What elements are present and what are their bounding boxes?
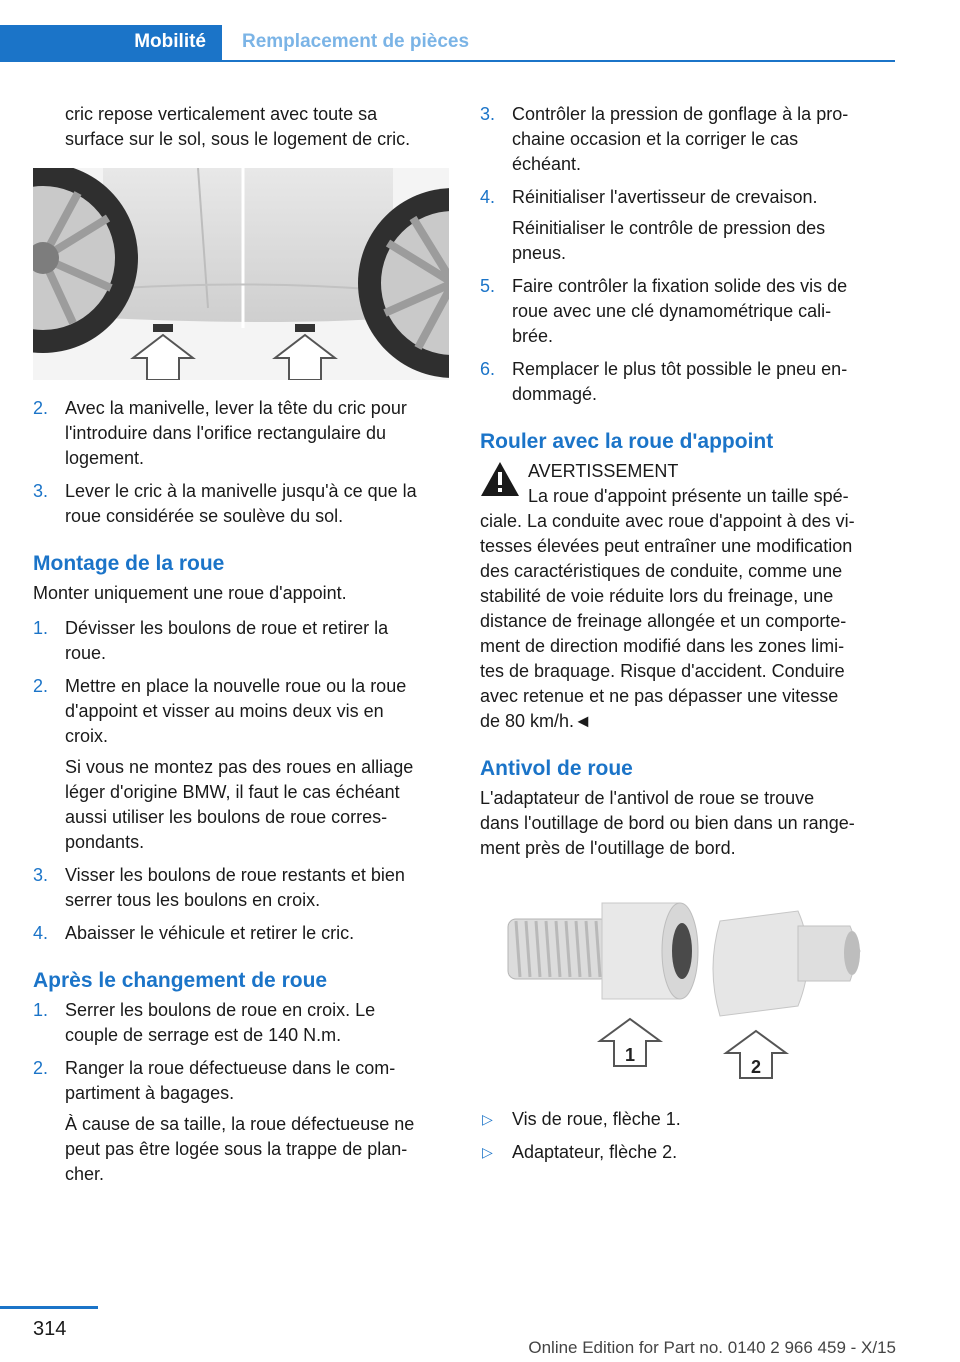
triangle-bullet-icon: ▷ xyxy=(482,1144,493,1160)
warning-text: La roue d'appoint présente un taille spé‐ ciale. La conduite avec roue d'appoint à des vi‐ tesses élevées peut entraîner une modification des caractéristiques de conduite, comme une stabilité de voie réduite lors du freinage, une distance de freinage allongée et un comporte‐ ment de direction modifié dans les zones limi‐ tes de braquage. Risque d'accident. Conduire avec retenue et ne pas dépasser une vitesse de 80 km/h.◄ xyxy=(480,486,855,731)
header-section-label: Mobilité xyxy=(134,31,206,52)
list-item: 1. Serrer les boulons de roue en croix. Le couple de serrage est de 140 N.m. xyxy=(33,1000,376,1045)
figure-label-1: 1 xyxy=(624,1045,636,1065)
section-title-apres: Après le changement de roue xyxy=(33,969,328,992)
section-title-montage: Montage de la roue xyxy=(33,552,225,575)
montage-intro: Monter uniquement une roue d'appoint. xyxy=(33,583,347,603)
jack-points-figure xyxy=(33,168,449,380)
intro-text: cric repose verticalement avec toute sa surface sur le sol, sous le logement de cric. xyxy=(65,104,411,149)
warning-block xyxy=(480,459,896,734)
steps-list-right xyxy=(480,102,896,407)
figure-label-2: 2 xyxy=(750,1057,762,1077)
bullet-list xyxy=(480,1107,896,1165)
header-section-tab[interactable] xyxy=(0,25,222,62)
list-item: 6. Remplacer le plus tôt possible le pneu en‐ dommagé. xyxy=(480,359,848,404)
triangle-bullet-icon: ▷ xyxy=(482,1111,493,1127)
list-item: 3. Lever le cric à la manivelle jusqu'à ce que la roue considérée se soulève du sol. xyxy=(33,481,417,526)
list-item: 5. Faire contrôler la fixation solide des vis de roue avec une clé dynamométrique cali‐ brée. xyxy=(480,276,848,346)
header-rule xyxy=(222,60,895,62)
header-subsection[interactable]: Remplacement de pièces xyxy=(242,31,470,52)
list-item-note: À cause de sa taille, la roue défectueuse ne peut pas être logée sous la trappe de plan‐ cher. xyxy=(65,1114,415,1184)
list-item: 4. Réinitialiser l'avertisseur de crevaison. Réinitialiser le contrôle de pression des pneus. xyxy=(480,185,896,266)
list-item: ▷ Adaptateur, flèche 2. xyxy=(480,1140,896,1165)
list-item: 2. Mettre en place la nouvelle roue ou la roue d'appoint et visser au moins deux vis en croix. Si vous ne montez pas des roues en alliage léger d'origine BMW, il faut le cas échéant aussi utiliser les boulons de roue corres‐ pondants. xyxy=(33,674,449,855)
steps-list-a xyxy=(33,396,449,529)
left-column xyxy=(33,102,449,1195)
warning-icon xyxy=(480,461,520,497)
list-item: 4. Abaisser le véhicule et retirer le cric. xyxy=(33,923,355,943)
list-item-note: Réinitialiser le contrôle de pression des pneus. xyxy=(512,218,826,263)
list-item: 3. Visser les boulons de roue restants et bien serrer tous les boulons en croix. xyxy=(33,865,405,910)
section-title-antivol: Antivol de roue xyxy=(480,757,633,780)
list-item: 2. Avec la manivelle, lever la tête du cric pour l'introduire dans l'orifice rectangulaire du logement. xyxy=(33,398,407,468)
list-item: ▷ Vis de roue, flèche 1. xyxy=(480,1107,896,1132)
steps-list-montage xyxy=(33,616,449,946)
page-number-rule xyxy=(0,1306,98,1309)
steps-list-apres xyxy=(33,998,449,1187)
page-number: 314 xyxy=(33,1318,67,1340)
right-column xyxy=(480,102,896,1173)
wheel-lock-figure xyxy=(480,881,896,1091)
footer-edition: Online Edition for Part no. 0140 2 966 459 - X/15 xyxy=(528,1338,896,1357)
list-item-note: Si vous ne montez pas des roues en alliage léger d'origine BMW, il faut le cas échéant aussi utiliser les boulons de roue corres‐ pondants. xyxy=(65,757,414,852)
antivol-text: L'adaptateur de l'antivol de roue se trouve dans l'outillage de bord ou bien dans un range‐ ment près de l'outillage de bord. xyxy=(480,788,855,858)
warning-title: AVERTISSEMENT xyxy=(528,461,679,481)
list-item: 2. Ranger la roue défectueuse dans le com‐ partiment à bagages. À cause de sa taille, la roue défectueuse ne peut pas être logée sous la trappe de plan‐ cher. xyxy=(33,1056,449,1187)
section-title-roue-appoint: Rouler avec la roue d'appoint xyxy=(480,430,774,453)
list-item: 1. Dévisser les boulons de roue et retirer la roue. xyxy=(33,618,389,663)
list-item: 3. Contrôler la pression de gonflage à la pro‐ chaine occasion et la corriger le cas échéant. xyxy=(480,104,849,174)
